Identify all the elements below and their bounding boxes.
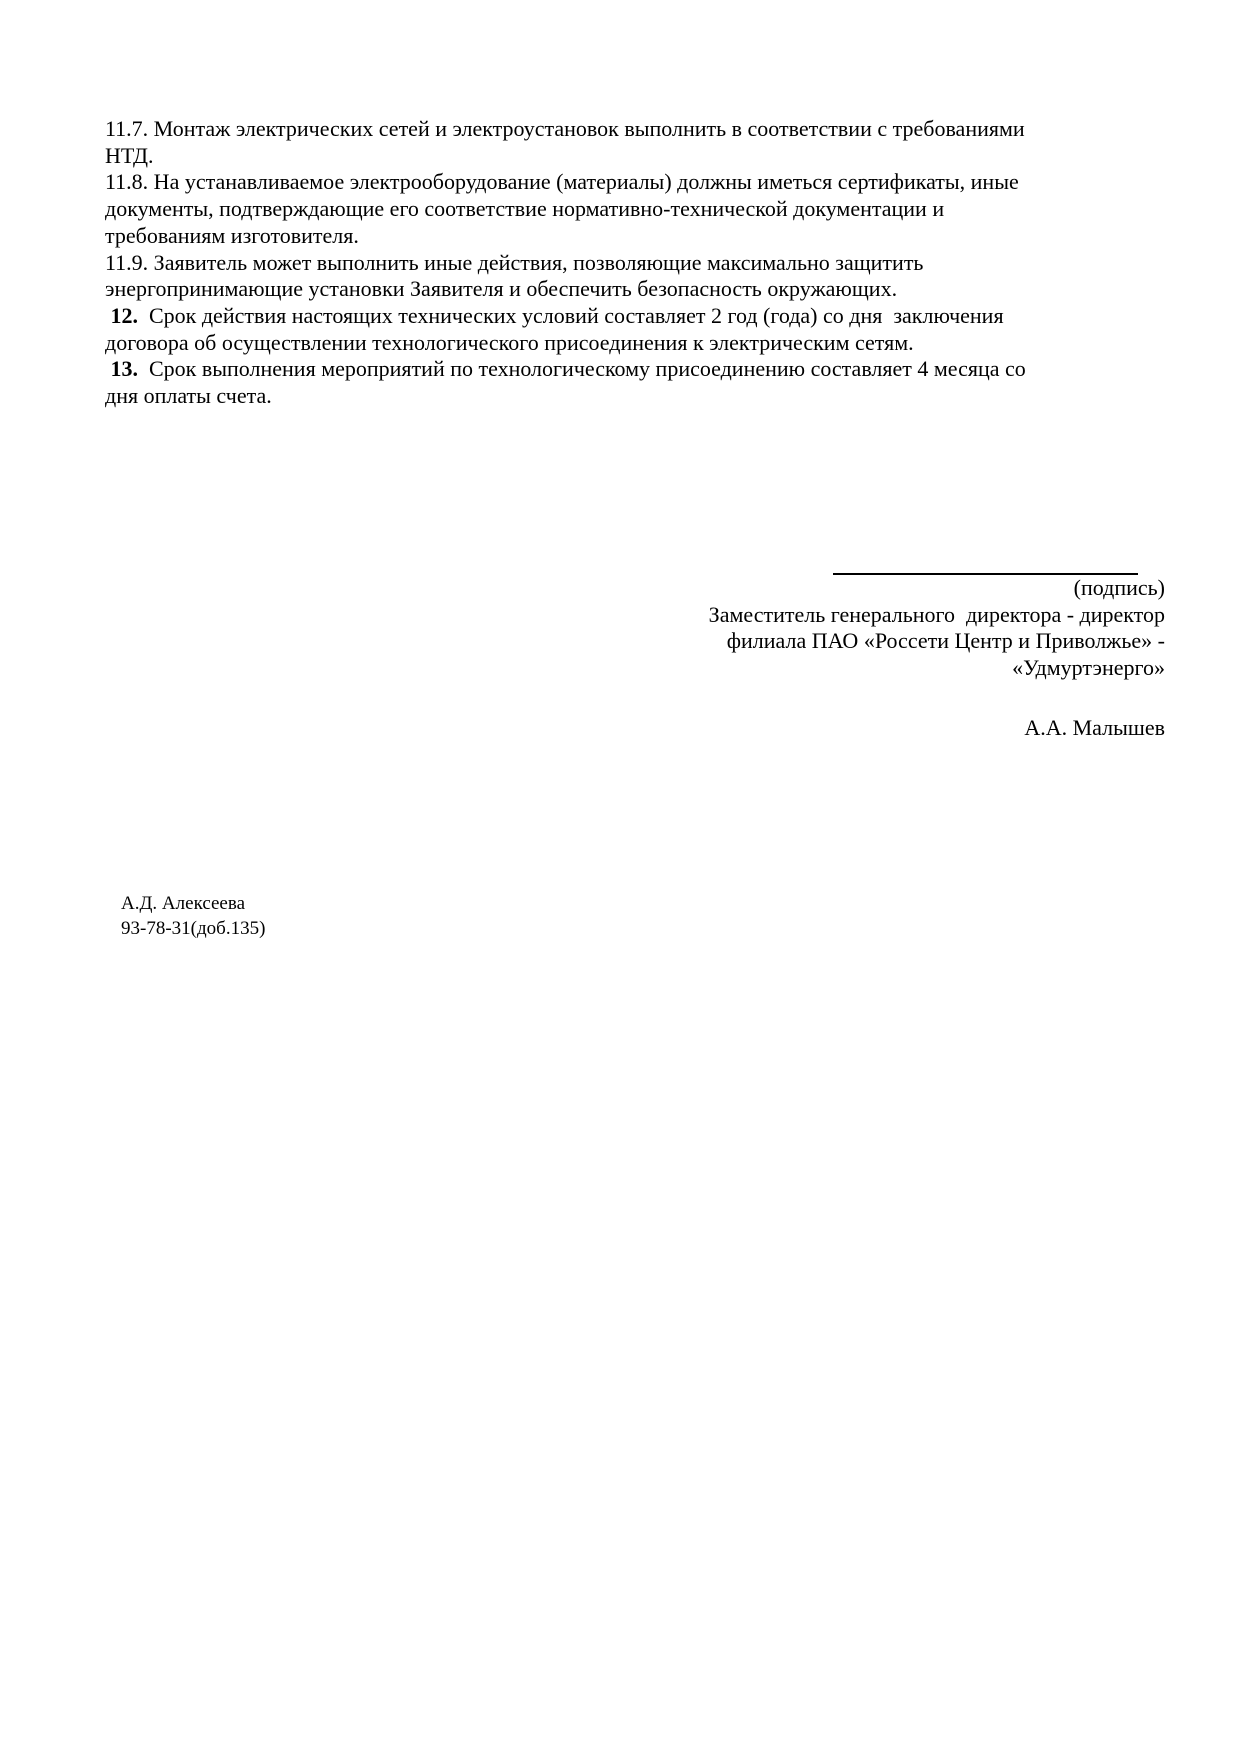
- body-line: 13. Срок выполнения мероприятий по технологическому присоединению составляет 4 месяца со: [110, 356, 1026, 382]
- body-line: НТД.: [105, 142, 154, 168]
- body-line: 11.7. Монтаж электрических сетей и электроустановок выполнить в соответствии с требованиями: [105, 116, 1025, 141]
- signature-caption: (подпись): [1073, 575, 1165, 600]
- body-text: [105, 116, 1180, 410]
- body-line: 11.9. Заявитель может выполнить иные действия, позволяющие максимально защитить: [105, 249, 924, 275]
- signer-title-line: филиала ПАО «Россети Центр и Приволжье» -: [726, 628, 1165, 654]
- signature-line: [833, 559, 1138, 575]
- signer-title-line: «Удмуртэнерго»: [1012, 655, 1165, 681]
- body-line: 11.8. На устанавливаемое электрооборудование (материалы) должны иметься сертификаты, иные: [105, 169, 1019, 195]
- body-line: договора об осуществлении технологического присоединения к электрическим сетям.: [105, 329, 914, 355]
- contact-phone: 93-78-31(доб.135): [121, 918, 266, 939]
- body-line: документы, подтверждающие его соответствие нормативно-технической документации и: [105, 196, 945, 222]
- signer-name: А.А. Малышев: [1024, 714, 1165, 740]
- body-line: энергопринимающие установки Заявителя и обеспечить безопасность окружающих.: [105, 276, 898, 302]
- body-line: дня оплаты счета.: [105, 383, 272, 409]
- signature-block: [505, 559, 1165, 742]
- contact-name: А.Д. Алексеева: [121, 893, 246, 914]
- contact-footer: [121, 891, 265, 941]
- body-line: требованиям изготовителя.: [105, 222, 359, 248]
- signer-title-line: Заместитель генерального директора - директор: [708, 601, 1165, 627]
- body-line: 12. Срок действия настоящих технических условий составляет 2 год (года) со дня заключения: [110, 302, 1004, 328]
- signer-title: [505, 602, 1165, 682]
